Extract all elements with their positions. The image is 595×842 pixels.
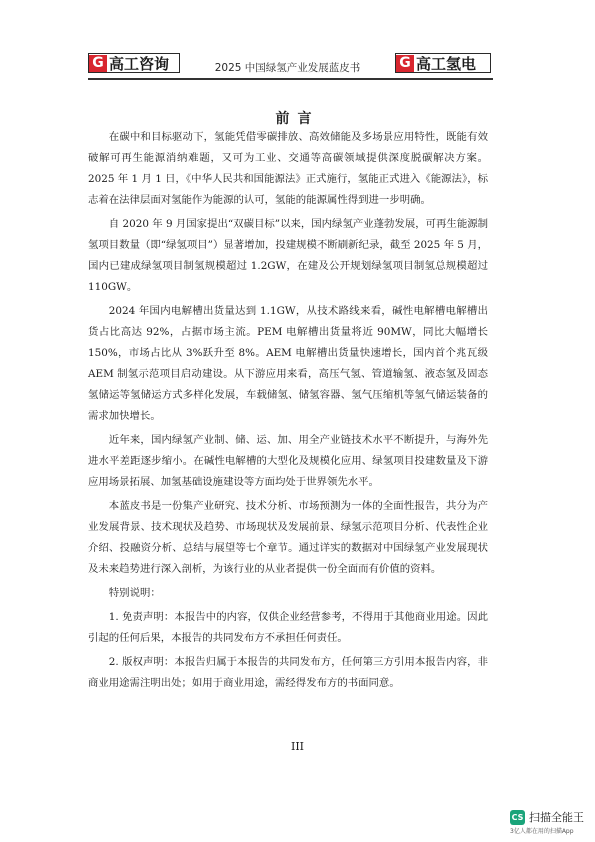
scanner-tagline: 3亿人都在用的扫描App bbox=[510, 828, 574, 835]
preface-body bbox=[88, 127, 488, 694]
logo-mark: G bbox=[89, 55, 107, 72]
logo-mark: G bbox=[396, 55, 414, 72]
page-title: 前言 bbox=[275, 111, 320, 127]
disclaimer-note: 1. 免责声明：本报告中的内容，仅供企业经营参考，不得用于其他商业用途。因此引起的任何后果，本报告的共同发布方不承担任何责任。 bbox=[88, 611, 488, 644]
running-header-title: 2025 中国绿氢产业发展蓝皮书 bbox=[214, 62, 361, 74]
scanner-app-name: 扫描全能王 bbox=[529, 811, 584, 824]
paragraph: 在碳中和目标驱动下，氢能凭借零碳排放、高效储能及多场景应用特性，既能有效破解可再生能源消纳难题，又可为工业、交通等高碳领域提供深度脱碳解决方案。2025 年 1 月 1 日，《中华人民共和国能源法》正式施行，氢能正式进入《能源法》，标志着在法律层面对氢能作为能源的认可，氢能的能源属性得到进一步明确。 bbox=[88, 131, 488, 206]
logo-text: 高工氢电 bbox=[416, 54, 477, 73]
header-divider bbox=[88, 78, 493, 80]
scanner-watermark bbox=[510, 809, 584, 825]
paragraph: 本蓝皮书是一份集产业研究、技术分析、市场预测为一体的全面性报告，共分为产业发展背景、技术现状及趋势、市场现状及发展前景、绿氢示范项目分析、代表性企业介绍、投融资分析、总结与展望等七个章节。通过详实的数据对中国绿氢产业发展现状及未来趋势进行深入剖析，为该行业的从业者提供一份全面而有价值的资料。 bbox=[88, 500, 488, 575]
gaogong-consulting-logo bbox=[88, 53, 180, 73]
paragraph: 自 2020 年 9 月国家提出“双碳目标”以来，国内绿氢产业蓬勃发展，可再生能源制氢项目数量（即“绿氢项目”）显著增加，投建规模不断刷新纪录，截至 2025 年 5 月，国内已建成绿氢项目制氢规模超过 1.2GW，在建及公开规划绿氢项目制氢总规模超过 110GW。 bbox=[88, 218, 488, 293]
camscanner-icon: CS bbox=[510, 810, 525, 825]
copyright-note: 2. 版权声明：本报告归属于本报告的共同发布方，任何第三方引用本报告内容，非商业用途需注明出处；如用于商业用途，需经得发布方的书面同意。 bbox=[88, 656, 488, 689]
paragraph: 2024 年国内电解槽出货量达到 1.1GW，从技术路线来看，碱性电解槽电解槽出货占比高达 92%，占据市场主流。PEM 电解槽出货量将近 90MW，同比大幅增长 150%，市场占比从 3%跃升至 8%。AEM 电解槽出货量快速增长，国内首个兆瓦级 AEM 制氢示范项目启动建设。从下游应用来看，高压气氢、管道输氢、液态氢及固态氢储运等氢储运方式多样化发展，车载储氢、储氢容器、氢气压缩机等氢气储运装备的需求加快增长。 bbox=[88, 305, 488, 422]
gaogong-hydrogen-logo bbox=[395, 53, 491, 73]
logo-text: 高工咨询 bbox=[109, 54, 170, 73]
special-note-heading: 特别说明： bbox=[108, 587, 161, 599]
page-number: III bbox=[290, 740, 305, 753]
paragraph: 近年来，国内绿氢产业制、储、运、加、用全产业链技术水平不断提升，与海外先进水平差距逐步缩小。在碱性电解槽的大型化及规模化应用、绿氢项目投建数量及下游应用场景拓展、加氢基础设施建设等方面均处于世界领先水平。 bbox=[88, 434, 488, 488]
